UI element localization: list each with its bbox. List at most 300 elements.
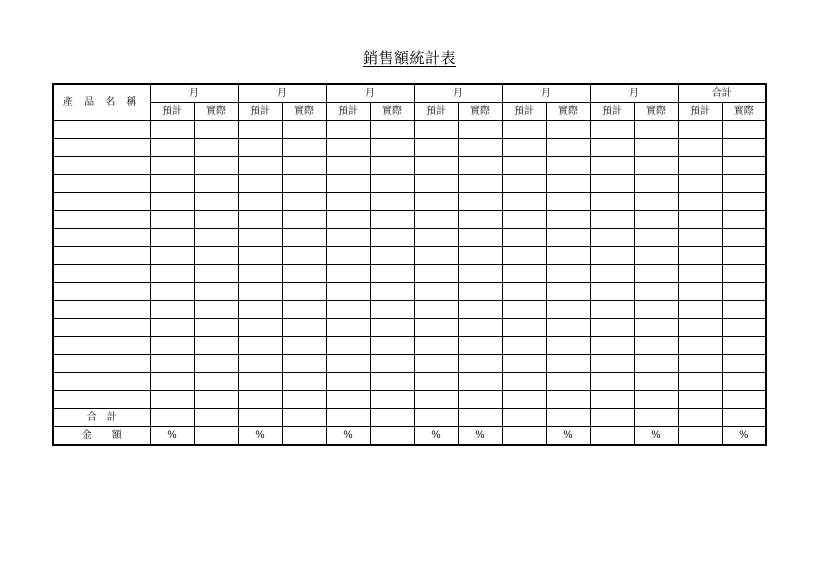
- table-cell[interactable]: [546, 121, 590, 139]
- table-cell[interactable]: [150, 355, 194, 373]
- amount-row: [53, 427, 766, 446]
- table-cell[interactable]: [194, 175, 238, 193]
- table-cell[interactable]: [458, 301, 502, 319]
- table-cell[interactable]: [370, 139, 414, 157]
- table-cell[interactable]: [678, 247, 722, 265]
- table-cell[interactable]: [502, 229, 546, 247]
- table-cell[interactable]: [590, 247, 634, 265]
- table-cell[interactable]: [678, 193, 722, 211]
- table-cell[interactable]: [502, 373, 546, 391]
- table-cell[interactable]: [370, 373, 414, 391]
- table-cell[interactable]: [458, 193, 502, 211]
- table-cell[interactable]: [150, 265, 194, 283]
- product-name-cell[interactable]: [53, 265, 150, 283]
- table-cell[interactable]: [238, 373, 282, 391]
- table-cell[interactable]: [150, 157, 194, 175]
- table-cell[interactable]: [414, 211, 458, 229]
- table-cell[interactable]: [502, 211, 546, 229]
- table-cell[interactable]: [326, 175, 370, 193]
- product-name-cell[interactable]: [53, 337, 150, 355]
- table-cell[interactable]: [722, 121, 766, 139]
- table-cell[interactable]: [722, 139, 766, 157]
- table-cell[interactable]: [590, 337, 634, 355]
- table-cell[interactable]: [678, 337, 722, 355]
- table-cell[interactable]: [326, 337, 370, 355]
- table-row: [53, 193, 766, 211]
- table-cell[interactable]: [678, 229, 722, 247]
- table-cell[interactable]: [458, 319, 502, 337]
- table-cell[interactable]: [634, 175, 678, 193]
- table-cell[interactable]: [370, 121, 414, 139]
- table-cell[interactable]: [546, 391, 590, 409]
- table-cell[interactable]: [546, 247, 590, 265]
- table-cell[interactable]: [458, 373, 502, 391]
- amount-row-label: 金 額: [53, 427, 150, 446]
- table-cell[interactable]: [282, 391, 326, 409]
- table-cell[interactable]: [150, 319, 194, 337]
- table-cell[interactable]: [282, 121, 326, 139]
- table-cell[interactable]: [282, 175, 326, 193]
- table-cell[interactable]: [634, 229, 678, 247]
- table-cell[interactable]: [150, 301, 194, 319]
- month-header: 月: [414, 84, 502, 103]
- product-name-cell[interactable]: [53, 319, 150, 337]
- table-cell[interactable]: [590, 301, 634, 319]
- amount-cell[interactable]: [282, 427, 326, 446]
- table-cell[interactable]: [590, 355, 634, 373]
- table-cell[interactable]: [326, 265, 370, 283]
- total-cell[interactable]: [678, 409, 722, 427]
- table-cell[interactable]: [370, 265, 414, 283]
- total-cell[interactable]: [326, 409, 370, 427]
- table-cell[interactable]: [282, 373, 326, 391]
- table-cell[interactable]: [546, 229, 590, 247]
- header-row-months: [53, 84, 766, 103]
- table-cell[interactable]: [458, 337, 502, 355]
- table-cell[interactable]: [590, 121, 634, 139]
- table-cell[interactable]: [634, 121, 678, 139]
- amount-cell[interactable]: [678, 427, 722, 446]
- product-name-cell[interactable]: [53, 283, 150, 301]
- table-cell[interactable]: [678, 139, 722, 157]
- table-cell[interactable]: [678, 319, 722, 337]
- table-cell[interactable]: [194, 283, 238, 301]
- table-cell[interactable]: [634, 157, 678, 175]
- table-cell[interactable]: [414, 319, 458, 337]
- table-cell[interactable]: [722, 373, 766, 391]
- table-cell[interactable]: [678, 373, 722, 391]
- table-cell[interactable]: [634, 319, 678, 337]
- table-cell[interactable]: [678, 121, 722, 139]
- table-cell[interactable]: [326, 211, 370, 229]
- month-header: 月: [150, 84, 238, 103]
- table-cell[interactable]: [194, 121, 238, 139]
- table-cell[interactable]: [546, 193, 590, 211]
- table-cell[interactable]: [326, 229, 370, 247]
- table-cell[interactable]: [282, 283, 326, 301]
- product-name-cell[interactable]: [53, 193, 150, 211]
- table-cell[interactable]: [546, 373, 590, 391]
- table-cell[interactable]: [546, 139, 590, 157]
- planned-header: 預計: [150, 103, 194, 121]
- actual-header: 實際: [634, 103, 678, 121]
- table-cell[interactable]: [238, 265, 282, 283]
- month-header: 月: [590, 84, 678, 103]
- table-cell[interactable]: [590, 283, 634, 301]
- total-cell[interactable]: [634, 409, 678, 427]
- table-cell[interactable]: [634, 391, 678, 409]
- table-cell[interactable]: [282, 337, 326, 355]
- planned-header: 預計: [238, 103, 282, 121]
- table-cell[interactable]: [238, 175, 282, 193]
- table-cell[interactable]: [194, 157, 238, 175]
- table-cell[interactable]: [458, 283, 502, 301]
- table-row: [53, 265, 766, 283]
- table-cell[interactable]: [150, 211, 194, 229]
- table-cell[interactable]: [458, 175, 502, 193]
- table-cell[interactable]: [194, 247, 238, 265]
- table-cell[interactable]: [414, 139, 458, 157]
- actual-header: 實際: [194, 103, 238, 121]
- amount-cell[interactable]: %: [150, 427, 194, 446]
- table-cell[interactable]: [370, 157, 414, 175]
- table-cell[interactable]: [326, 283, 370, 301]
- table-cell[interactable]: [722, 211, 766, 229]
- total-cell[interactable]: [458, 409, 502, 427]
- table-cell[interactable]: [546, 265, 590, 283]
- table-cell[interactable]: [150, 121, 194, 139]
- product-name-cell[interactable]: [53, 211, 150, 229]
- table-cell[interactable]: [502, 391, 546, 409]
- amount-cell[interactable]: %: [546, 427, 590, 446]
- table-cell[interactable]: [414, 355, 458, 373]
- table-cell[interactable]: [150, 337, 194, 355]
- table-cell[interactable]: [634, 301, 678, 319]
- table-cell[interactable]: [502, 319, 546, 337]
- table-cell[interactable]: [238, 139, 282, 157]
- table-cell[interactable]: [502, 139, 546, 157]
- table-cell[interactable]: [150, 229, 194, 247]
- table-cell[interactable]: [414, 373, 458, 391]
- table-cell[interactable]: [238, 301, 282, 319]
- table-cell[interactable]: [634, 139, 678, 157]
- table-cell[interactable]: [634, 247, 678, 265]
- actual-header: 實際: [282, 103, 326, 121]
- table-cell[interactable]: [194, 193, 238, 211]
- table-cell[interactable]: [722, 337, 766, 355]
- table-cell[interactable]: [502, 193, 546, 211]
- table-cell[interactable]: [722, 157, 766, 175]
- total-cell[interactable]: [414, 409, 458, 427]
- table-cell[interactable]: [282, 139, 326, 157]
- table-cell[interactable]: [326, 193, 370, 211]
- table-cell[interactable]: [634, 355, 678, 373]
- table-cell[interactable]: [458, 121, 502, 139]
- table-cell[interactable]: [546, 157, 590, 175]
- actual-header: 實際: [722, 103, 766, 121]
- table-cell[interactable]: [150, 139, 194, 157]
- product-name-cell[interactable]: [53, 139, 150, 157]
- table-cell[interactable]: [546, 301, 590, 319]
- table-cell[interactable]: [590, 319, 634, 337]
- table-cell[interactable]: [326, 301, 370, 319]
- table-cell[interactable]: [458, 265, 502, 283]
- table-cell[interactable]: [282, 229, 326, 247]
- table-cell[interactable]: [370, 319, 414, 337]
- product-name-cell[interactable]: [53, 157, 150, 175]
- table-cell[interactable]: [414, 193, 458, 211]
- table-row: [53, 283, 766, 301]
- total-cell[interactable]: [282, 409, 326, 427]
- table-cell[interactable]: [326, 121, 370, 139]
- amount-cell[interactable]: [194, 427, 238, 446]
- planned-header: 預計: [590, 103, 634, 121]
- table-cell[interactable]: [414, 175, 458, 193]
- table-cell[interactable]: [502, 121, 546, 139]
- table-cell[interactable]: [194, 139, 238, 157]
- table-cell[interactable]: [722, 283, 766, 301]
- amount-cell[interactable]: %: [458, 427, 502, 446]
- product-name-cell[interactable]: [53, 229, 150, 247]
- table-cell[interactable]: [678, 175, 722, 193]
- table-cell[interactable]: [458, 247, 502, 265]
- table-cell[interactable]: [546, 283, 590, 301]
- table-cell[interactable]: [590, 229, 634, 247]
- table-row: [53, 355, 766, 373]
- table-cell[interactable]: [326, 247, 370, 265]
- total-cell[interactable]: [722, 409, 766, 427]
- table-cell[interactable]: [590, 157, 634, 175]
- total-cell[interactable]: [590, 409, 634, 427]
- table-cell[interactable]: [634, 193, 678, 211]
- total-cell[interactable]: [150, 409, 194, 427]
- table-cell[interactable]: [238, 319, 282, 337]
- table-cell[interactable]: [502, 247, 546, 265]
- total-row-label: 合 計: [53, 409, 150, 427]
- amount-cell[interactable]: [370, 427, 414, 446]
- table-cell[interactable]: [678, 391, 722, 409]
- table-cell[interactable]: [282, 247, 326, 265]
- table-cell[interactable]: [282, 355, 326, 373]
- table-cell[interactable]: [590, 391, 634, 409]
- table-cell[interactable]: [238, 337, 282, 355]
- table-cell[interactable]: [414, 157, 458, 175]
- table-cell[interactable]: [238, 157, 282, 175]
- total-cell[interactable]: [502, 409, 546, 427]
- table-cell[interactable]: [722, 265, 766, 283]
- table-cell[interactable]: [678, 355, 722, 373]
- table-cell[interactable]: [722, 355, 766, 373]
- table-cell[interactable]: [238, 247, 282, 265]
- table-cell[interactable]: [634, 373, 678, 391]
- table-cell[interactable]: [502, 355, 546, 373]
- product-name-header: 產 品 名 稱: [53, 84, 150, 121]
- table-cell[interactable]: [370, 175, 414, 193]
- table-cell[interactable]: [194, 391, 238, 409]
- table-cell[interactable]: [722, 193, 766, 211]
- table-cell[interactable]: [458, 157, 502, 175]
- total-cell[interactable]: [370, 409, 414, 427]
- table-cell[interactable]: [194, 301, 238, 319]
- table-cell[interactable]: [458, 355, 502, 373]
- table-cell[interactable]: [370, 337, 414, 355]
- table-cell[interactable]: [590, 373, 634, 391]
- planned-header: 預計: [502, 103, 546, 121]
- table-cell[interactable]: [370, 283, 414, 301]
- product-name-cell[interactable]: [53, 373, 150, 391]
- amount-cell[interactable]: [590, 427, 634, 446]
- table-cell[interactable]: [590, 193, 634, 211]
- table-cell[interactable]: [194, 355, 238, 373]
- table-cell[interactable]: [414, 301, 458, 319]
- table-cell[interactable]: [502, 265, 546, 283]
- product-name-cell[interactable]: [53, 247, 150, 265]
- table-cell[interactable]: [282, 157, 326, 175]
- table-row: [53, 247, 766, 265]
- table-cell[interactable]: [194, 229, 238, 247]
- table-cell[interactable]: [414, 229, 458, 247]
- table-cell[interactable]: [150, 283, 194, 301]
- table-cell[interactable]: [414, 283, 458, 301]
- table-cell[interactable]: [722, 391, 766, 409]
- table-cell[interactable]: [370, 391, 414, 409]
- table-row: [53, 139, 766, 157]
- table-cell[interactable]: [194, 265, 238, 283]
- table-cell[interactable]: [282, 193, 326, 211]
- table-cell[interactable]: [546, 175, 590, 193]
- table-cell[interactable]: [326, 373, 370, 391]
- table-cell[interactable]: [502, 337, 546, 355]
- table-row: [53, 157, 766, 175]
- table-cell[interactable]: [502, 175, 546, 193]
- amount-cell[interactable]: %: [326, 427, 370, 446]
- table-cell[interactable]: [326, 391, 370, 409]
- table-cell[interactable]: [458, 229, 502, 247]
- table-cell[interactable]: [590, 139, 634, 157]
- table-cell[interactable]: [546, 211, 590, 229]
- table-cell[interactable]: [238, 193, 282, 211]
- table-cell[interactable]: [546, 319, 590, 337]
- table-cell[interactable]: [238, 391, 282, 409]
- table-cell[interactable]: [546, 337, 590, 355]
- table-cell[interactable]: [282, 211, 326, 229]
- table-cell[interactable]: [326, 319, 370, 337]
- product-name-cell[interactable]: [53, 121, 150, 139]
- total-cell[interactable]: [194, 409, 238, 427]
- table-cell[interactable]: [546, 355, 590, 373]
- table-cell[interactable]: [194, 373, 238, 391]
- table-cell[interactable]: [678, 283, 722, 301]
- table-cell[interactable]: [678, 157, 722, 175]
- table-cell[interactable]: [722, 229, 766, 247]
- product-name-cell[interactable]: [53, 301, 150, 319]
- page-title: 銷售額統計表: [362, 49, 456, 67]
- table-cell[interactable]: [370, 247, 414, 265]
- table-cell[interactable]: [194, 211, 238, 229]
- table-cell[interactable]: [238, 229, 282, 247]
- table-cell[interactable]: [238, 121, 282, 139]
- total-cell[interactable]: [546, 409, 590, 427]
- table-cell[interactable]: [150, 373, 194, 391]
- table-cell[interactable]: [370, 211, 414, 229]
- table-cell[interactable]: [238, 283, 282, 301]
- table-cell[interactable]: [326, 355, 370, 373]
- amount-cell[interactable]: %: [634, 427, 678, 446]
- table-cell[interactable]: [282, 265, 326, 283]
- table-row: [53, 121, 766, 139]
- table-cell[interactable]: [370, 301, 414, 319]
- table-cell[interactable]: [722, 301, 766, 319]
- table-cell[interactable]: [414, 265, 458, 283]
- table-cell[interactable]: [458, 391, 502, 409]
- table-cell[interactable]: [150, 175, 194, 193]
- table-row: [53, 319, 766, 337]
- product-name-cell[interactable]: [53, 355, 150, 373]
- actual-header: 實際: [458, 103, 502, 121]
- month-header: 月: [238, 84, 326, 103]
- table-cell[interactable]: [678, 301, 722, 319]
- table-cell[interactable]: [150, 391, 194, 409]
- table-cell[interactable]: [502, 157, 546, 175]
- table-cell[interactable]: [326, 139, 370, 157]
- table-cell[interactable]: [634, 211, 678, 229]
- table-cell[interactable]: [678, 265, 722, 283]
- table-cell[interactable]: [590, 265, 634, 283]
- table-cell[interactable]: [502, 301, 546, 319]
- table-cell[interactable]: [370, 355, 414, 373]
- table-cell[interactable]: [282, 319, 326, 337]
- table-cell[interactable]: [414, 337, 458, 355]
- table-cell[interactable]: [458, 211, 502, 229]
- table-cell[interactable]: [678, 211, 722, 229]
- product-name-cell[interactable]: [53, 175, 150, 193]
- table-cell[interactable]: [150, 247, 194, 265]
- table-cell[interactable]: [634, 265, 678, 283]
- table-row: [53, 175, 766, 193]
- table-cell[interactable]: [414, 121, 458, 139]
- table-cell[interactable]: [282, 301, 326, 319]
- table-cell[interactable]: [458, 139, 502, 157]
- table-cell[interactable]: [370, 229, 414, 247]
- table-cell[interactable]: [194, 319, 238, 337]
- amount-cell[interactable]: %: [414, 427, 458, 446]
- table-cell[interactable]: [238, 211, 282, 229]
- table-cell[interactable]: [634, 337, 678, 355]
- table-cell[interactable]: [722, 247, 766, 265]
- table-cell[interactable]: [238, 355, 282, 373]
- product-name-cell[interactable]: [53, 391, 150, 409]
- amount-cell[interactable]: %: [722, 427, 766, 446]
- table-cell[interactable]: [590, 211, 634, 229]
- month-header: 月: [326, 84, 414, 103]
- table-cell[interactable]: [414, 391, 458, 409]
- table-row: [53, 229, 766, 247]
- table-cell[interactable]: [590, 175, 634, 193]
- table-cell[interactable]: [414, 247, 458, 265]
- table-cell[interactable]: [722, 319, 766, 337]
- table-cell[interactable]: [150, 193, 194, 211]
- table-cell[interactable]: [370, 193, 414, 211]
- amount-cell[interactable]: %: [238, 427, 282, 446]
- table-cell[interactable]: [326, 157, 370, 175]
- table-row: [53, 337, 766, 355]
- table-cell[interactable]: [722, 175, 766, 193]
- table-cell[interactable]: [502, 283, 546, 301]
- table-cell[interactable]: [194, 337, 238, 355]
- total-cell[interactable]: [238, 409, 282, 427]
- table-cell[interactable]: [634, 283, 678, 301]
- amount-cell[interactable]: [502, 427, 546, 446]
